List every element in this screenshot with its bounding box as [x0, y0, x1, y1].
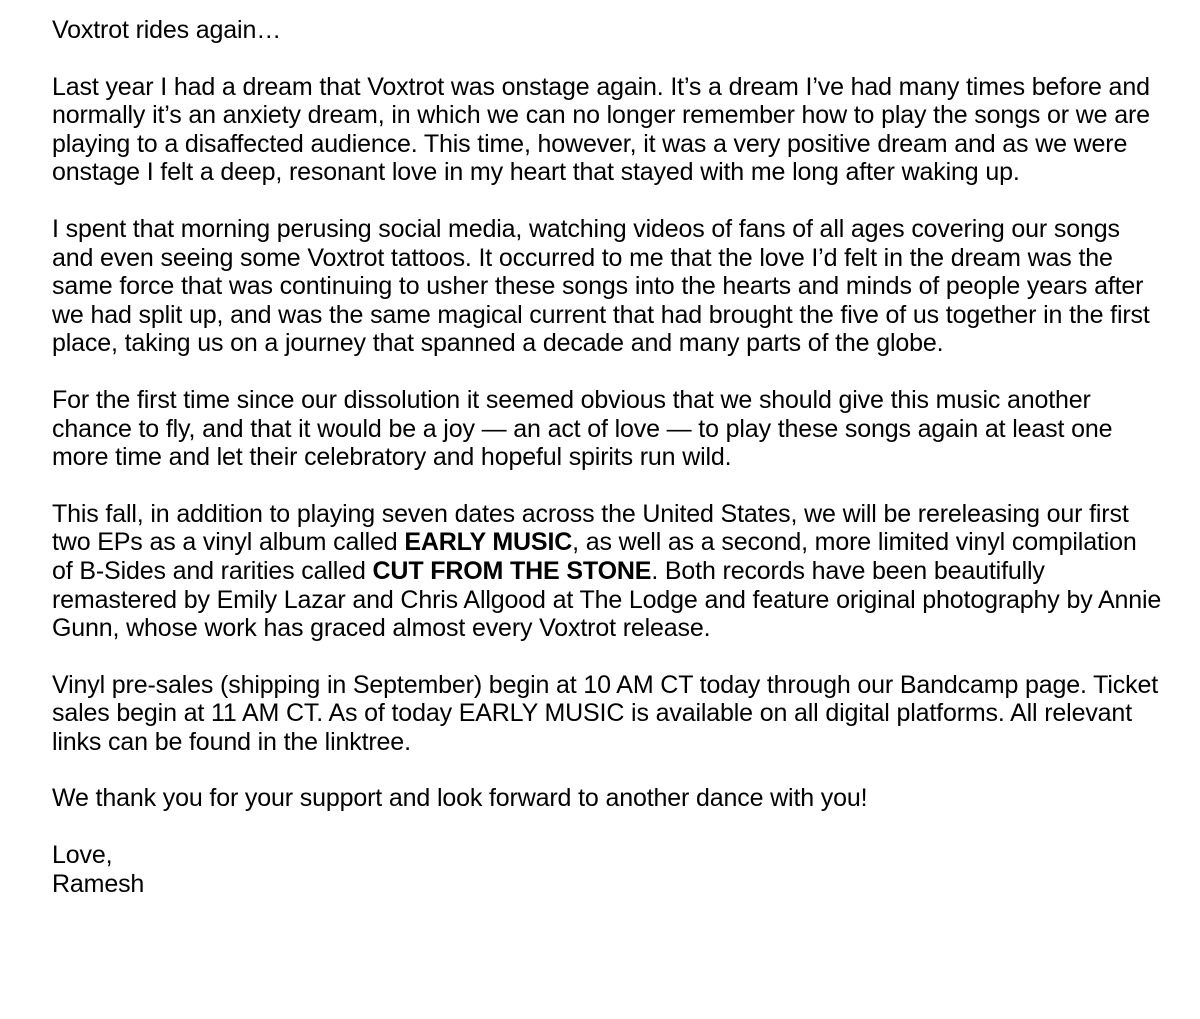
rerelease-text-2: , as well as a second, more limited vinyl compilation of B-Sides and rarities called	[52, 528, 1137, 585]
paragraph-rerelease	[52, 500, 1162, 643]
rerelease-text-3: . Both records have been beautifully remastered by Emily Lazar and Chris Allgood at The Lodge and feature original photography by Annie Gunn, whose work has graced almost every Voxtrot release.	[52, 556, 1162, 643]
rerelease-text-1: This fall, in addition to playing seven dates across the United States, we will be rereleasing our first two EPs as a vinyl album called	[52, 499, 1129, 557]
paragraph-thanks: We thank you for your support and look forward to another dance with you!	[52, 784, 868, 813]
letter-title: Voxtrot rides again…	[52, 16, 282, 44]
signoff: Love,	[52, 841, 113, 870]
paragraph-presales: Vinyl pre-sales (shipping in September) begin at 10 AM CT today through our Bandcamp page. Ticket sales begin at 11 AM CT. As of today EARLY MUSIC is available on all digital platforms. All relevant links can be found in the linktree.	[52, 670, 1158, 756]
album-title-early-music: EARLY MUSIC	[404, 528, 573, 557]
paragraph-social-media: I spent that morning perusing social media, watching videos of fans of all ages covering our songs and even seeing some Voxtrot tattoos. It occurred to me that the love I’d felt in the dream was the same force that was continuing to usher these songs into the hearts and minds of people years after we had split up, and was the same magical current that had brought the five of us together in the first place, taking us on a journey that spanned a decade and many parts of the globe.	[52, 214, 1150, 358]
paragraph-dream: Last year I had a dream that Voxtrot was onstage again. It’s a dream I’ve had many times before and normally it’s an anxiety dream, in which we can no longer remember how to play the songs or we are playing to a disaffected audience. This time, however, it was a very positive dream and as we were onstage I felt a deep, resonant love in my heart that stayed with me long after waking up.	[52, 72, 1150, 187]
signature: Ramesh	[52, 869, 145, 898]
album-title-cut-from-the-stone: CUT FROM THE STONE	[372, 556, 652, 585]
letter-body	[52, 16, 1162, 898]
paragraph-first-time: For the first time since our dissolution it seemed obvious that we should give this music another chance to fly, and that it would be a joy — an act of love — to play these songs again at least one more time and let their celebratory and hopeful spirits run wild.	[52, 385, 1113, 472]
